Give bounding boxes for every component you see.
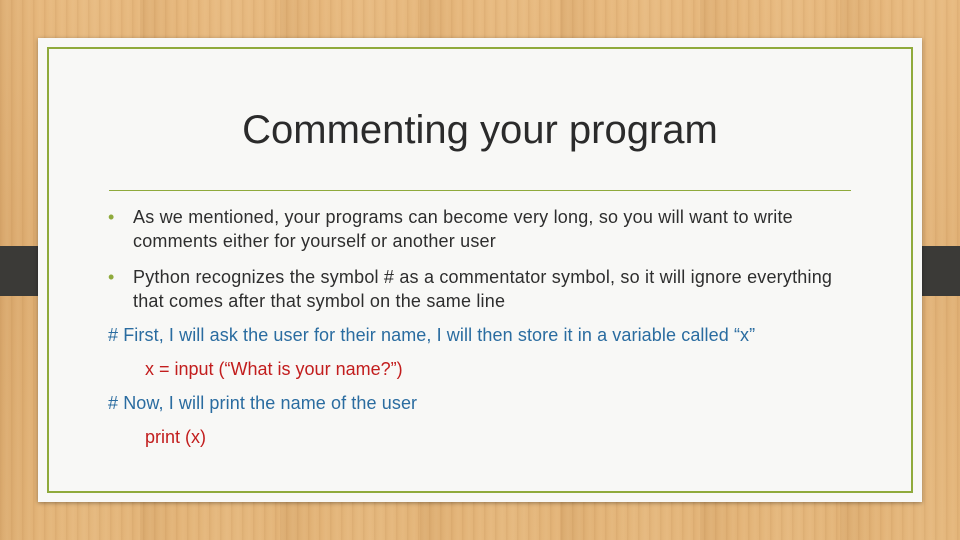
slide-body xyxy=(108,205,868,459)
bullet-text: As we mentioned, your programs can become very long, so you will want to write comments either for yourself or another user xyxy=(133,207,793,251)
title-divider xyxy=(109,190,851,191)
bullet-marker: • xyxy=(108,267,115,287)
code-comment: # First, I will ask the user for their name, I will then store it in a variable called “x” xyxy=(108,325,756,345)
bullet-marker: • xyxy=(108,207,115,227)
bullet-text: Python recognizes the symbol # as a commentator symbol, so it will ignore everything that comes after that symbol on the same line xyxy=(133,267,833,311)
bullet-item xyxy=(108,205,868,253)
slide-card xyxy=(38,38,922,502)
bullet-item xyxy=(108,265,868,313)
code-line: print (x) xyxy=(145,427,207,447)
code-comment: # Now, I will print the name of the user xyxy=(108,393,418,413)
code-line: x = input (“What is your name?”) xyxy=(145,359,403,379)
slide-title: Commenting your program xyxy=(242,108,718,152)
